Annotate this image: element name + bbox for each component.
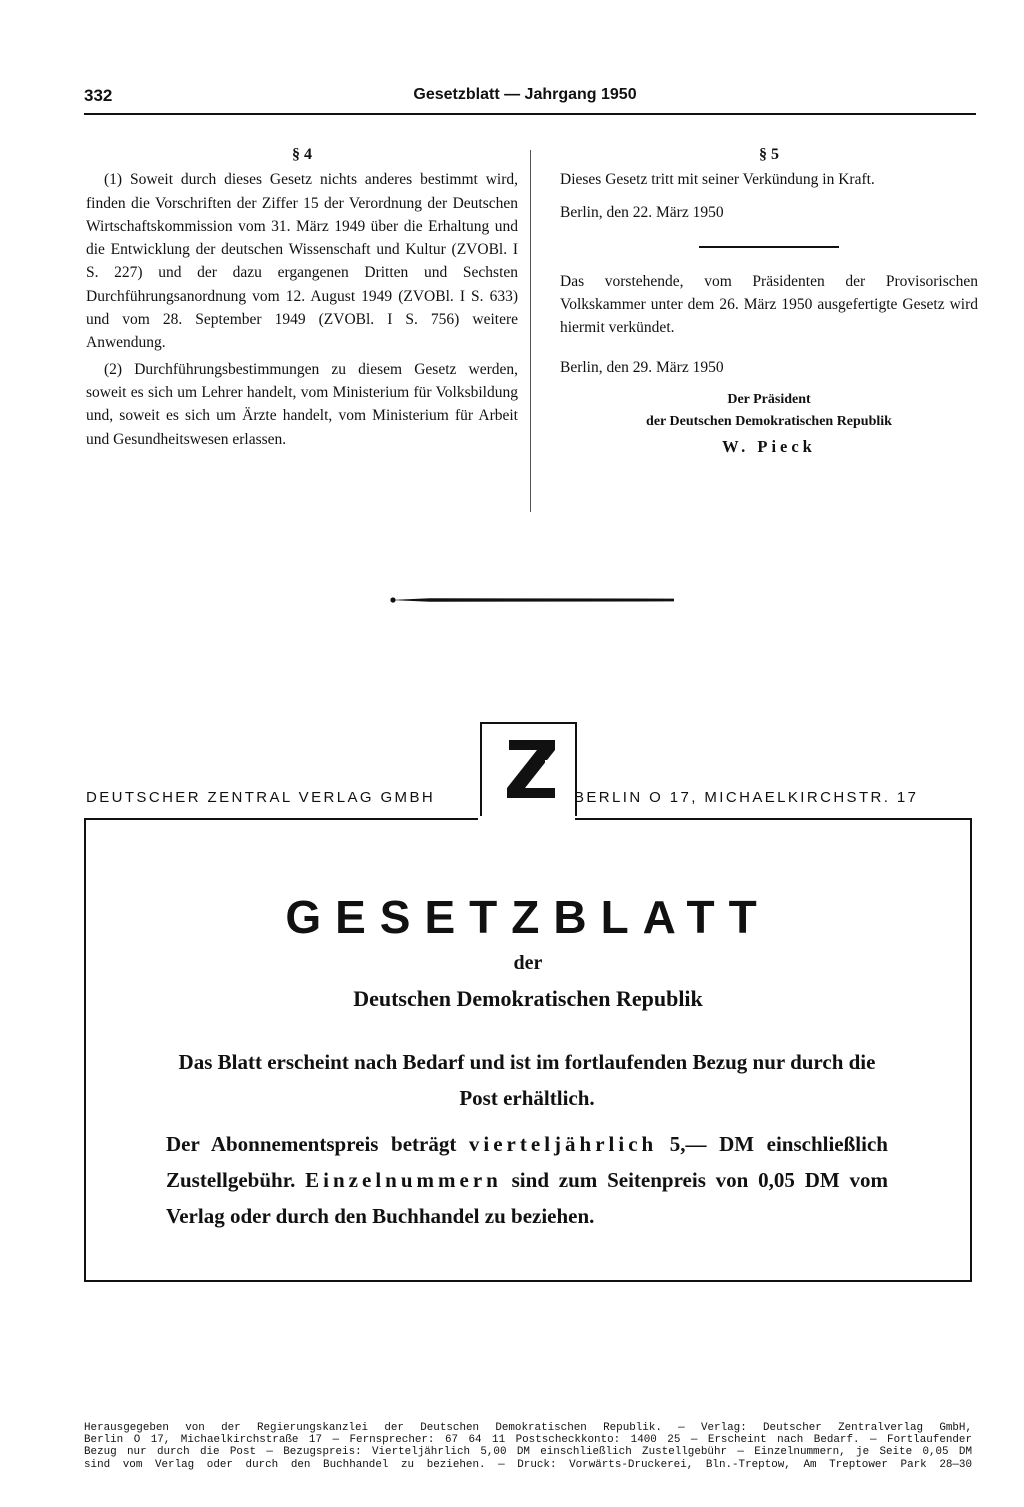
advert-paragraph-2 bbox=[166, 1126, 888, 1234]
advert-der: der bbox=[513, 952, 543, 974]
imprint-line-1: Herausgegeben von der Regierungskanzlei der Deutschen Demokratischen Republik. — Verlag: Deutscher Zentralverlag GmbH, bbox=[84, 1422, 972, 1434]
date-line-2: Berlin, den 29. März 1950 bbox=[560, 358, 724, 376]
advert-p2-single-issues: Einzelnummern bbox=[305, 1168, 502, 1192]
imprint-footer bbox=[84, 1422, 972, 1471]
section-4-paragraph-1: (1) Soweit durch dieses Gesetz nichts anderes bestimmt wird, finden die Vorschriften der Ziffer 15 der Verordnung der Deutschen Wirtschaftskommission vom 31. März 1949 über die Erhaltung und die Entwicklung der deutschen Wissenschaft und Kultur (ZVOBl. I S. 227) und der dazu ergangenen Dritten und Sechsten Durchführungsanordnung vom 12. August 1949 (ZVOBl. I S. 633) und vom 28. September 1949 (ZVOBl. I S. 756) weitere Anwendung. bbox=[86, 171, 518, 352]
advert-p2-part-a: Der Abonnementspreis beträgt bbox=[166, 1132, 469, 1156]
signer-title-1: Der Präsident bbox=[727, 392, 811, 408]
imprint-line-3: Bezug nur durch die Post — Bezugspreis: Vierteljährlich 5,00 DM einschließlich Zustellgebühr — Einzelnummern, je Seite 0,05 DM bbox=[84, 1446, 972, 1459]
advert-p2-part-c: 5,— DM einschließlich Zustellgebühr. bbox=[166, 1132, 888, 1192]
date-line-1: Berlin, den 22. März 1950 bbox=[560, 203, 724, 221]
section-4-paragraph-2: (2) Durchführungsbestimmungen zu diesem Gesetz werden, soweit es sich um Lehrer handelt, vom Ministerium für Volksbildung und, soweit es sich um Ärzte handelt, vom Ministerium für Arbeit und Gesundheitswesen erlassen. bbox=[86, 360, 518, 448]
section-4-heading: § 4 bbox=[292, 146, 312, 163]
advert-p2-part-e: sind zum Seitenpreis von 0,05 DM vom Verlag oder durch den Buchhandel zu beziehen. bbox=[166, 1168, 889, 1228]
right-column bbox=[560, 143, 978, 458]
left-column bbox=[86, 143, 518, 451]
advert-p2-quarterly: vierteljährlich bbox=[468, 1132, 658, 1156]
header-rule bbox=[84, 113, 976, 115]
promulgation-paragraph: Das vorstehende, vom Präsidenten der Provisorischen Volkskammer unter dem 26. März 1950 ausgefertigte Gesetz wird hiermit verkündet. bbox=[560, 272, 978, 337]
signer-name: W. Pieck bbox=[722, 437, 816, 457]
publisher-address: BERLIN O 17, MICHAELKIRCHSTR. 17 bbox=[574, 789, 919, 806]
imprint-line-2: Berlin O 17, Michaelkirchstraße 17 — Fernsprecher: 67 64 11 Postscheckkonto: 1400 25 — Erscheint nach Bedarf. — Fortlaufender bbox=[84, 1434, 972, 1447]
ornament-rule bbox=[390, 597, 674, 603]
running-header: Gesetzblatt — Jahrgang 1950 bbox=[413, 86, 637, 103]
dzv-logo-icon bbox=[505, 738, 557, 800]
section-5-paragraph: Dieses Gesetz tritt mit seiner Verkündung in Kraft. bbox=[560, 171, 875, 189]
advert-paragraph-1: Das Blatt erscheint nach Bedarf und ist im fortlaufenden Bezug nur durch die Post erhältlich. bbox=[178, 1050, 876, 1110]
publisher-name: DEUTSCHER ZENTRAL VERLAG GMBH bbox=[86, 789, 436, 806]
separator-rule bbox=[699, 246, 839, 248]
imprint-line-4: sind vom Verlag oder durch den Buchhandel zu beziehen. — Druck: Vorwärts-Druckerei, Bln.-Treptow, Am Treptower Park 28—30 bbox=[84, 1458, 972, 1471]
advert-republic: Deutschen Demokratischen Republik bbox=[353, 986, 703, 1011]
advert-title: GESETZBLATT bbox=[285, 891, 771, 943]
column-divider bbox=[530, 150, 531, 512]
section-5-heading: § 5 bbox=[759, 146, 779, 163]
signer-title-2: der Deutschen Demokratischen Republik bbox=[646, 414, 892, 430]
page-number: 332 bbox=[84, 86, 113, 105]
